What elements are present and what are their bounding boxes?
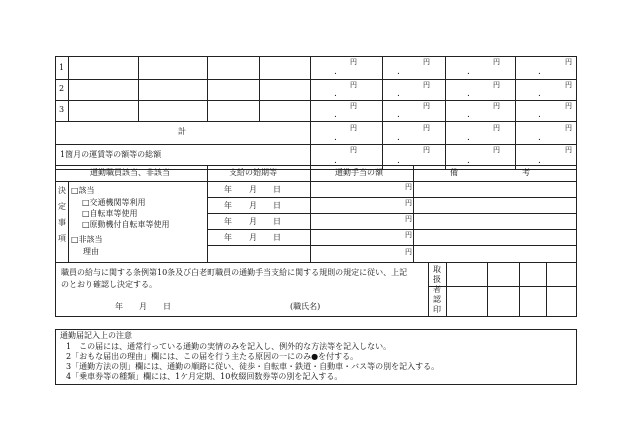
decimal-dot: . — [397, 156, 400, 166]
decimal-dot: . — [467, 67, 470, 77]
decimal-dot: . — [538, 156, 541, 166]
decimal-dot: . — [538, 110, 541, 120]
monthly-total-label: 1箇月の運賃等の額等の総額 — [60, 150, 162, 159]
yen-mark: 円 — [565, 81, 572, 89]
notes-item-3: 3「通勤方法の別」欄には、通勤の順路に従い、徒歩・自転車・鉄道・自動車・バス等の別を記入する。 — [66, 362, 440, 371]
date-year: 年 — [224, 201, 232, 210]
date-month: 月 — [249, 233, 257, 242]
yen-mark: 円 — [423, 81, 430, 89]
decision-table-col — [519, 262, 520, 317]
date-day: 日 — [273, 217, 281, 226]
handler-label-5: 印 — [433, 305, 441, 314]
handler-label-4: 認 — [433, 295, 441, 304]
option-bicycle[interactable]: □自転車等使用 — [82, 209, 138, 218]
decision-table-line — [55, 181, 577, 182]
date-day: 日 — [273, 185, 281, 194]
confirmation-date: 年 月 日 — [115, 302, 171, 311]
yen-mark: 円 — [350, 58, 357, 66]
yen-mark: 円 — [493, 58, 500, 66]
confirmation-signer: (職氏名) — [290, 302, 321, 311]
decision-table-col — [207, 165, 208, 262]
fare-table-col-line — [68, 56, 69, 121]
yen-mark: 円 — [350, 124, 357, 132]
yen-mark: 円 — [350, 146, 357, 154]
amount-yen: 円 — [405, 248, 412, 256]
fare-table-col-line — [138, 56, 139, 121]
date-year: 年 — [224, 233, 232, 242]
handler-label-1: 取 — [433, 265, 441, 274]
fare-table-col-line — [445, 56, 446, 170]
notes-item-2: 2「おもな届出の理由」欄には、この届を行う主たる原因の一にのみ●を付する。 — [66, 352, 359, 361]
decimal-dot: . — [397, 67, 400, 77]
notes-item-1: 1 この届には、通常行っている通勤の実情のみを記入し、例外的な方法等を記入しない。 — [66, 342, 392, 351]
decimal-dot: . — [467, 156, 470, 166]
confirmation-line-2: のとおり確認し決定する。 — [61, 280, 157, 289]
decimal-dot: . — [538, 89, 541, 99]
option-applicable[interactable]: □該当 — [71, 186, 95, 195]
fare-table-col-line — [207, 56, 208, 121]
side-label-2: 定 — [58, 202, 66, 211]
yen-mark: 円 — [493, 102, 500, 110]
option-public-transport[interactable]: □交通機関等利用 — [82, 198, 146, 207]
decision-table-col — [310, 165, 311, 262]
row-label-2: 2 — [59, 84, 65, 93]
yen-mark: 円 — [493, 124, 500, 132]
yen-mark: 円 — [565, 146, 572, 154]
row-label-3: 3 — [59, 105, 65, 114]
notes-title: 通勤届記入上の注意 — [60, 331, 132, 340]
amount-yen: 円 — [405, 231, 412, 239]
decision-table-col — [413, 165, 414, 262]
decimal-dot: . — [334, 67, 337, 77]
decimal-dot: . — [334, 133, 337, 143]
date-year: 年 — [224, 185, 232, 194]
yen-mark: 円 — [423, 124, 430, 132]
decimal-dot: . — [334, 110, 337, 120]
decision-table-col — [68, 181, 69, 262]
notes-item-4: 4「乗車券等の種類」欄には、1ケ月定期、10枚綴回数券等の別を記入する。 — [66, 372, 343, 381]
fare-table-row-line — [55, 100, 577, 101]
fare-table-col-line — [310, 56, 311, 170]
yen-mark: 円 — [493, 146, 500, 154]
yen-mark: 円 — [423, 102, 430, 110]
decision-table-line — [207, 245, 577, 246]
side-label-4: 項 — [58, 234, 66, 243]
decimal-dot: . — [467, 110, 470, 120]
fare-table-col-line — [259, 56, 260, 121]
fare-table-row-line — [55, 79, 577, 80]
yen-mark: 円 — [350, 102, 357, 110]
fare-table-col-line — [515, 56, 516, 170]
option-motorbike[interactable]: □原動機付自転車等使用 — [82, 220, 170, 229]
header-remarks: 備 考 — [450, 168, 530, 177]
decision-table-line — [207, 197, 577, 198]
amount-yen: 円 — [405, 199, 412, 207]
side-label-1: 決 — [58, 186, 66, 195]
row-label-1: 1 — [59, 63, 65, 72]
yen-mark: 円 — [493, 81, 500, 89]
option-not-applicable[interactable]: □非該当 — [71, 235, 103, 244]
date-day: 日 — [273, 233, 281, 242]
decimal-dot: . — [397, 110, 400, 120]
decision-table-line — [428, 286, 577, 287]
decimal-dot: . — [538, 133, 541, 143]
decimal-dot: . — [334, 156, 337, 166]
confirmation-line-1: 職員の給与に関する条例第10条及び白老町職員の通勤手当支給に関する規則の規定に従い、上記 — [61, 268, 408, 277]
handler-label-2: 扱 — [433, 275, 441, 284]
decision-table-line — [55, 262, 577, 263]
decimal-dot: . — [397, 89, 400, 99]
yen-mark: 円 — [423, 58, 430, 66]
yen-mark: 円 — [350, 81, 357, 89]
total-label: 計 — [178, 127, 186, 136]
side-label-3: 事 — [58, 218, 66, 227]
decimal-dot: . — [467, 89, 470, 99]
header-amount: 通勤手当の額 — [335, 168, 383, 177]
fare-table-col-line — [382, 56, 383, 170]
date-year: 年 — [224, 217, 232, 226]
handler-label-3: 者 — [433, 285, 441, 294]
date-month: 月 — [249, 185, 257, 194]
decision-table-col — [428, 262, 429, 317]
decision-table-line — [207, 229, 577, 230]
amount-yen: 円 — [405, 183, 412, 191]
fare-table-row-line — [55, 121, 577, 122]
amount-yen: 円 — [405, 215, 412, 223]
decision-table-col — [546, 262, 547, 317]
yen-mark: 円 — [565, 102, 572, 110]
decimal-dot: . — [397, 133, 400, 143]
yen-mark: 円 — [565, 124, 572, 132]
decision-table-col — [487, 262, 488, 317]
decision-table — [55, 165, 577, 317]
reason-label: 理由 — [83, 247, 99, 256]
header-status: 通勤職員該当、非該当 — [90, 168, 170, 177]
date-month: 月 — [249, 201, 257, 210]
date-day: 日 — [273, 201, 281, 210]
yen-mark: 円 — [423, 146, 430, 154]
header-start: 支給の始期等 — [229, 168, 277, 177]
date-month: 月 — [249, 217, 257, 226]
decimal-dot: . — [467, 133, 470, 143]
decision-table-col — [446, 262, 447, 317]
decimal-dot: . — [538, 67, 541, 77]
decision-table-line — [207, 213, 577, 214]
yen-mark: 円 — [565, 58, 572, 66]
decimal-dot: . — [334, 89, 337, 99]
fare-table-row-line — [55, 144, 577, 145]
